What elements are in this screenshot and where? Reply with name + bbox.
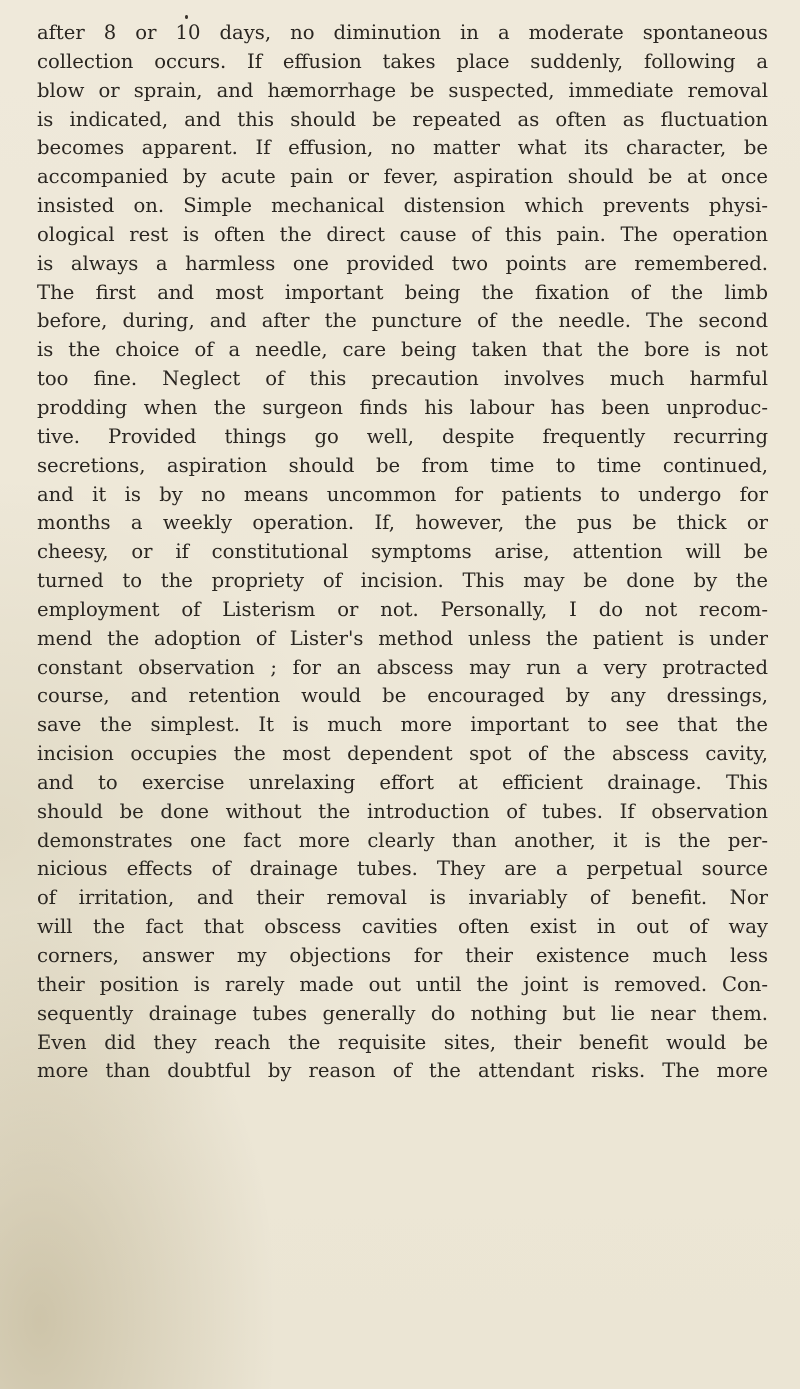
text-line: incision occupies the most dependent spot of the abscess cavity, xyxy=(37,742,768,766)
text-line: will the fact that obscess cavities often exist in out of way xyxy=(37,915,768,939)
text-line: save the simplest. It is much more important to see that the xyxy=(37,713,768,737)
text-line: Even did they reach the requisite sites, their benefit would be xyxy=(37,1030,768,1054)
text-line: their position is rarely made out until the joint is removed. Con- xyxy=(37,972,768,996)
text-line: employment of Listerism or not. Personally, I do not recom- xyxy=(37,597,768,621)
text-line: is always a harmless one provided two points are remembered. xyxy=(37,251,768,275)
text-line: turned to the propriety of incision. This may be done by the xyxy=(37,569,768,593)
text-line: cheesy, or if constitutional symptoms arise, attention will be xyxy=(37,540,768,564)
text-line: prodding when the surgeon finds his labour has been unproduc- xyxy=(37,395,768,419)
text-line: nicious effects of drainage tubes. They are a perpetual source xyxy=(37,857,768,881)
text-line: mend the adoption of Lister's method unless the patient is under xyxy=(37,626,768,650)
text-line: and to exercise unrelaxing effort at efficient drainage. This xyxy=(37,770,768,794)
text-line: is the choice of a needle, care being taken that the bore is not xyxy=(37,338,768,362)
text-line: course, and retention would be encouraged by any dressings, xyxy=(37,684,768,708)
text-line: demonstrates one fact more clearly than another, it is the per- xyxy=(37,828,768,852)
text-line: blow or sprain, and hæmorrhage be suspected, immediate removal xyxy=(37,78,768,102)
text-line: corners, answer my objections for their existence much less xyxy=(37,944,768,967)
text-line: constant observation ; for an abscess may run a very protracted xyxy=(37,655,768,679)
page-body-text xyxy=(37,19,768,1086)
text-line: more than doubtful by reason of the attendant risks. The more xyxy=(37,1059,768,1083)
text-line: should be done without the introduction of tubes. If observation xyxy=(37,799,768,823)
text-line: of irritation, and their removal is invariably of benefit. Nor xyxy=(37,886,768,910)
text-line: becomes apparent. If effusion, no matter what its character, be xyxy=(37,136,768,160)
text-line: months a weekly operation. If, however, the pus be thick or xyxy=(37,511,768,535)
text-line: insisted on. Simple mechanical distension which prevents physi- xyxy=(37,194,768,218)
text-line: ological rest is often the direct cause of this pain. The operation xyxy=(37,222,768,246)
text-line: after 8 or 10 days, no diminution in a moderate spontaneous xyxy=(37,21,768,44)
text-line: and it is by no means uncommon for patients to undergo for xyxy=(37,482,768,506)
text-line: collection occurs. If effusion takes place suddenly, following a xyxy=(37,49,768,73)
text-line: secretions, aspiration should be from time to time continued, xyxy=(37,453,768,477)
text-line: accompanied by acute pain or fever, aspiration should be at once xyxy=(37,165,768,189)
text-line: too fine. Neglect of this precaution involves much harmful xyxy=(37,367,768,391)
text-line: is indicated, and this should be repeated as often as fluctuation xyxy=(37,107,768,131)
text-line: tive. Provided things go well, despite frequently recurring xyxy=(37,424,768,448)
text-line: sequently drainage tubes generally do nothing but lie near them. xyxy=(37,1001,768,1025)
text-line: before, during, and after the puncture of the needle. The second xyxy=(37,309,768,333)
text-line: The first and most important being the fixation of the limb xyxy=(37,280,768,304)
